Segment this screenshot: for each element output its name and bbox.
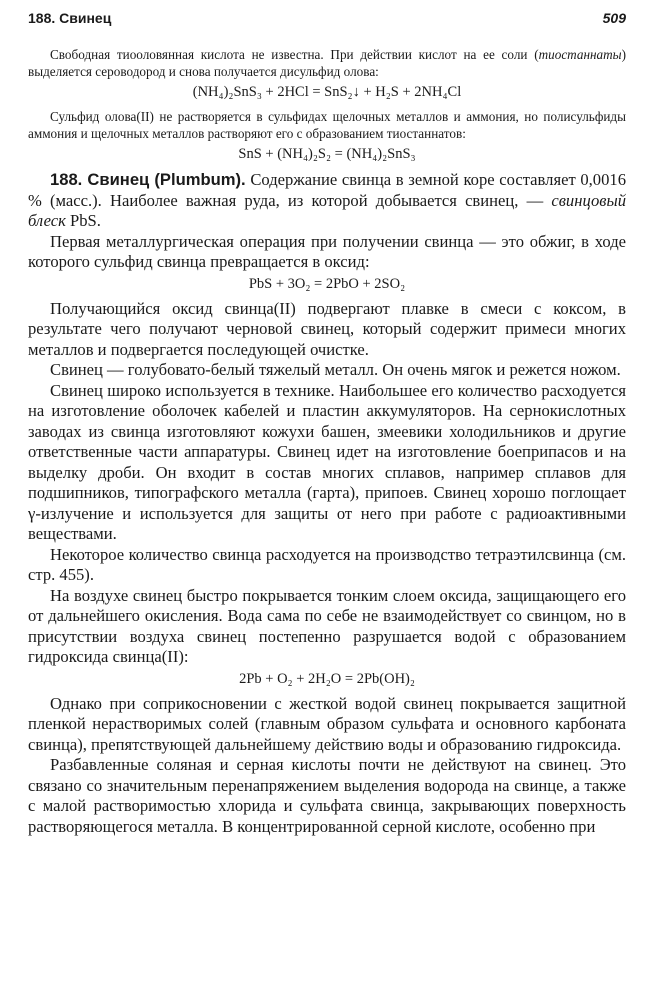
paragraph-roasting: Первая металлургическая операция при получении свинца — это обжиг, в ходе которого сульфид свинца превращается в оксид: [28,231,626,271]
italic-term: свинцовый блеск [28,190,626,230]
text-run: Свободная тиооловянная кислота не известна. При действии кислот на ее соли ( [50,47,539,62]
italic-term: тиостаннаты [538,47,622,62]
page-number: 509 [602,10,626,26]
paragraph-hard-water: Однако при соприкосновении с жесткой водой свинец покрывается защитной пленкой нерастворимых солей (главным образом сульфата и основного карбоната свинца), препятствующей дальнейшему действию воды и образованию гидроксида. [28,693,626,754]
paragraph-smelting: Получающийся оксид свинца(II) подвергают плавке в смеси с коксом, в результате чего получают черновой свинец, который содержит примеси многих металлов и подвергается последующей очистке. [28,298,626,359]
paragraph-tetraethyl: Некоторое количество свинца расходуется на производство тетраэтилсвинца (см. стр. 455). [28,544,626,584]
page [28,10,626,837]
text-run: PbS. [65,211,101,230]
paragraph-lead-intro [28,170,626,232]
paragraph-thiostannic-acid [28,46,626,80]
equation-3: PbS + 3O₂ = 2PbO + 2SO₂ [248,275,406,292]
equation-1: (NH₄)₂SnS₃ + 2HCl = SnS₂↓ + H₂S + 2NH₄Cl [192,84,462,100]
text-run: Содержание свинца в земной коре составляет 0,0016 % (масс.). Наиболее важная руда, из которой добывается свинец, — [28,170,626,210]
section-heading: 188. Свинец (Plumbum). [50,170,246,189]
running-header [28,10,626,32]
text-run: ) выделяется сероводород и снова получается дисульфид олова: [28,47,626,79]
paragraph-uses: Свинец широко используется в технике. Наибольшее его количество расходуется на изготовление оболочек кабелей и пластин аккумуляторов. На сернокислотных заводах из свинца изготовляют кожухи башен, змеевики холодильников и другие ответственные части аппаратуры. Свинец идет на изготовление боеприпасов и на выделку дроби. Он входит в состав многих сплавов, например сплавов для подшипников, типографского металла (гарта), припоев. Свинец хорошо поглощает γ-излучение и используется для защиты от него при работе с радиоактивными веществами. [28,380,626,543]
paragraph-tin-sulfide: Сульфид олова(II) не растворяется в сульфидах щелочных металлов и аммония, но полисульфиды аммония и щелочных металлов растворяют его с образованием тиостаннатов: [28,109,626,141]
paragraph-oxidation: На воздухе свинец быстро покрывается тонким слоем оксида, защищающего его от дальнейшего окисления. Вода сама по себе не взаимодействует со свинцом, но в присутствии воздуха свинец постепенно разрушается водой с образованием гидроксида свинца(II): [28,585,626,666]
equation-4: 2Pb + O₂ + 2H₂O = 2Pb(OH)₂ [239,670,415,687]
equation-2: SnS + (NH₄)₂S₂ = (NH₄)₂SnS₃ [238,146,416,162]
header-section-title: 188. Свинец [28,10,112,26]
paragraph-properties: Свинец — голубовато-белый тяжелый металл. Он очень мягок и режется ножом. [50,360,621,379]
paragraph-acids: Разбавленные соляная и серная кислоты почти не действуют на свинец. Это связано со значительным перенапряжением выделения водорода на свинце, а также с малой растворимостью хлорида и сульфата свинца, закрывающих поверхность растворяющегося металла. В концентрированной серной кислоте, особенно при [28,755,626,836]
